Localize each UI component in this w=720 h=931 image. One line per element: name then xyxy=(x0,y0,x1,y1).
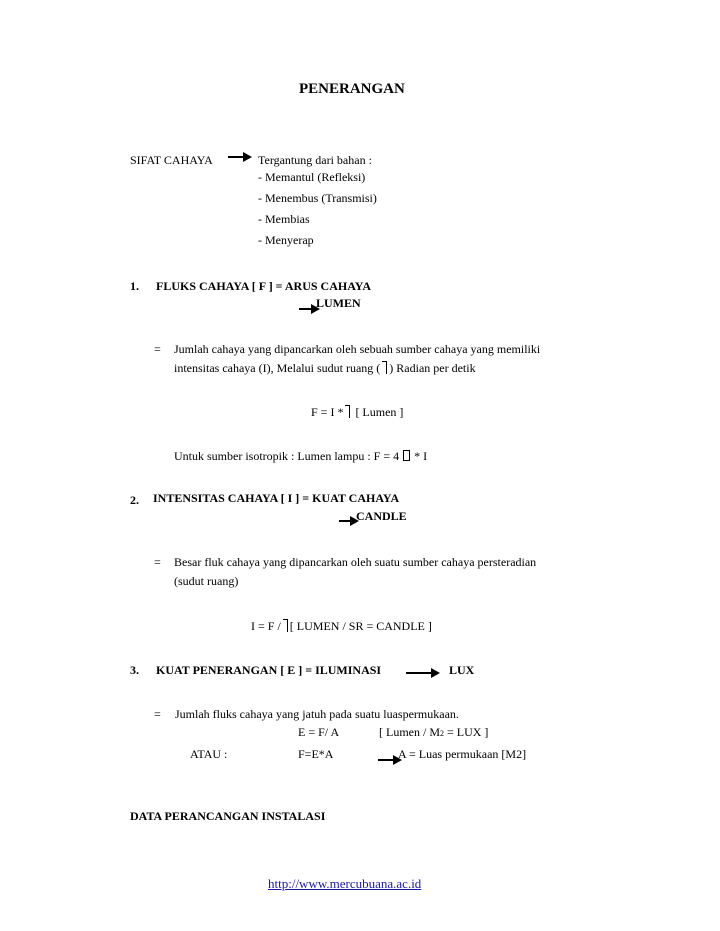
definition-text: Besar fluk cahaya yang dipancarkan oleh suatu sumber cahaya persteradian xyxy=(174,555,537,569)
formula xyxy=(251,619,432,633)
definition-text-part: intensitas cahaya (I), Melalui sudut ruang ( xyxy=(174,361,381,375)
formula-unit xyxy=(379,725,488,741)
formula-part: F = I * xyxy=(311,405,344,419)
unit-label: LUMEN xyxy=(316,296,361,310)
formula-part: [ Lumen ] xyxy=(355,405,404,419)
equals-sign: = xyxy=(154,555,161,569)
definition-text: (sudut ruang) xyxy=(174,574,239,588)
section-number: 3. xyxy=(130,663,139,677)
formula-part: [ LUMEN / SR = CANDLE ] xyxy=(289,619,432,633)
missing-symbol-icon xyxy=(382,361,387,374)
formula: E = F/ A xyxy=(298,725,340,739)
sifat-cahaya-label: SIFAT CAHAYA xyxy=(130,153,213,167)
unit-label: LUX xyxy=(449,663,475,677)
arrow-right-icon xyxy=(228,152,252,162)
formula-note: A = Luas permukaan [M2] xyxy=(398,747,527,761)
formula-part: I = F / xyxy=(251,619,281,633)
formula: F=E*A xyxy=(298,747,334,761)
sifat-intro: Tergantung dari bahan : xyxy=(258,153,372,167)
definition-text xyxy=(174,361,476,375)
missing-symbol-icon xyxy=(283,619,288,632)
formula xyxy=(311,405,403,419)
isotropic-text-part: Untuk sumber isotropik : Lumen lampu : F = 4 xyxy=(174,449,400,463)
footer xyxy=(268,877,421,891)
sifat-item: - Membias xyxy=(258,212,310,226)
sifat-item: - Menyerap xyxy=(258,233,314,247)
formula-unit-subscript: 2 xyxy=(440,729,444,738)
page-title: PENERANGAN xyxy=(299,81,405,97)
atau-label: ATAU : xyxy=(190,747,228,761)
data-heading: DATA PERANCANGAN INSTALASI xyxy=(130,809,326,823)
arrow-right-icon xyxy=(406,668,440,678)
footer-link[interactable]: http://www.mercubuana.ac.id xyxy=(268,876,422,891)
isotropic-text-part: * I xyxy=(414,449,428,463)
section-number: 2. xyxy=(130,493,139,507)
definition-text: Jumlah cahaya yang dipancarkan oleh sebuah sumber cahaya yang memiliki xyxy=(174,342,541,356)
definition-text: Jumlah fluks cahaya yang jatuh pada suatu luaspermukaan. xyxy=(175,707,459,721)
section-number: 1. xyxy=(130,279,139,293)
equals-sign: = xyxy=(154,707,161,721)
sifat-item: - Menembus (Transmisi) xyxy=(258,191,377,205)
section-heading: FLUKS CAHAYA [ F ] = ARUS CAHAYA xyxy=(156,279,371,293)
section-heading: KUAT PENERANGAN [ E ] = ILUMINASI xyxy=(156,663,382,677)
section-heading: INTENSITAS CAHAYA [ I ] = KUAT CAHAYA xyxy=(153,491,400,505)
missing-symbol-icon xyxy=(403,450,410,461)
missing-symbol-icon xyxy=(345,405,350,418)
formula-unit-part: [ Lumen / M xyxy=(379,725,440,739)
isotropic-text xyxy=(174,449,427,463)
sifat-item: - Memantul (Refleksi) xyxy=(258,170,366,184)
unit-label: CANDLE xyxy=(356,509,407,523)
definition-text-part: ) Radian per detik xyxy=(389,361,476,375)
equals-sign: = xyxy=(154,342,161,356)
formula-unit-part: = LUX ] xyxy=(444,725,489,739)
